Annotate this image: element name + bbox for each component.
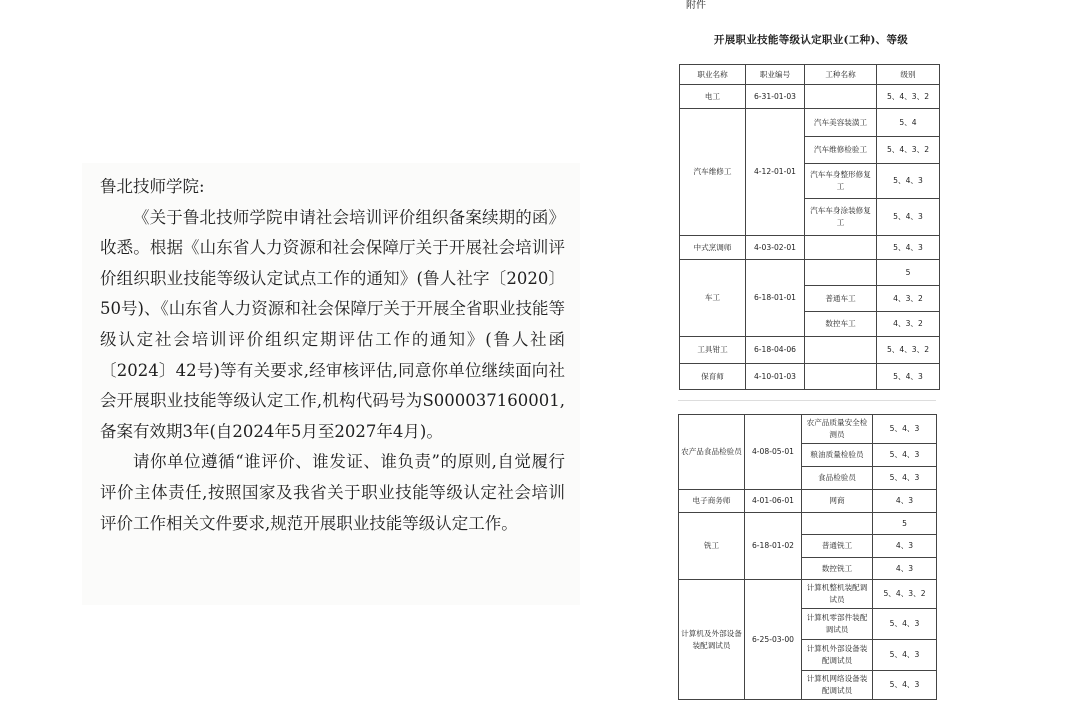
occupation-name-cell: 车工 [680, 260, 746, 337]
occupation-table-body-page1 [680, 85, 940, 390]
level-cell: 5、4、3、2 [877, 137, 940, 164]
table-row [680, 337, 940, 364]
table-row [679, 415, 937, 444]
attachment-title: 开展职业技能等级认定职业(工种)、等级 [713, 34, 909, 46]
letter-paragraph-2: 请你单位遵循“谁评价、谁发证、谁负责”的原则,自觉履行评价主体责任,按照国家及我省关于职业技能等级认定社会培训评价工作相关文件要求,规范开展职业技能等级认定工作。 [100, 452, 565, 533]
table-row [679, 513, 937, 535]
level-cell: 5、4、3 [877, 236, 940, 260]
header-work-type: 工种名称 [805, 65, 877, 85]
occupation-name-cell: 电子商务师 [679, 490, 745, 513]
level-cell: 4、3、2 [877, 286, 940, 312]
level-cell: 5、4、3 [877, 164, 940, 199]
level-cell: 5、4、3 [873, 444, 937, 467]
work-type-cell: 汽车车身整形修复工 [805, 164, 877, 199]
letter-body [100, 172, 565, 539]
occupation-code-cell: 6-25-03-00 [745, 580, 802, 700]
level-cell: 5、4、3 [873, 671, 937, 700]
table-row [680, 364, 940, 390]
header-occupation-code: 职业编号 [746, 65, 805, 85]
level-cell: 5、4、3、2 [877, 85, 940, 109]
level-cell: 5、4、3 [873, 467, 937, 490]
table-row [679, 490, 937, 513]
occupation-table-page2 [678, 414, 937, 700]
work-type-cell: 网商 [802, 490, 873, 513]
occupation-code-cell: 6-18-01-01 [746, 260, 805, 337]
occupation-code-cell: 6-18-01-02 [745, 513, 802, 580]
occupation-name-cell: 工具钳工 [680, 337, 746, 364]
header-level: 级别 [877, 65, 940, 85]
level-cell: 5、4、3 [877, 364, 940, 390]
occupation-name-cell: 保育师 [680, 364, 746, 390]
occupation-name-cell: 计算机及外部设备装配调试员 [679, 580, 745, 700]
work-type-cell: 食品检验员 [802, 467, 873, 490]
work-type-cell: 计算机整机装配调试员 [802, 580, 873, 609]
occupation-code-cell: 6-18-04-06 [746, 337, 805, 364]
occupation-name-cell: 中式烹调师 [680, 236, 746, 260]
table-row [680, 109, 940, 137]
letter-salutation: 鲁北技师学院: [100, 177, 205, 196]
occupation-code-cell: 4-08-05-01 [745, 415, 802, 490]
occupation-name-cell: 农产品食品检验员 [679, 415, 745, 490]
occupation-name-cell: 铣工 [679, 513, 745, 580]
occupation-code-cell: 4-03-02-01 [746, 236, 805, 260]
table-row [679, 580, 937, 609]
level-cell: 5、4、3 [873, 609, 937, 640]
table-row [680, 260, 940, 286]
letter-paragraph-1: 《关于鲁北技师学院申请社会培训评价组织备案续期的函》收悉。根据《山东省人力资源和社会保障厅关于开展社会培训评价组织职业技能等级认定试点工作的通知》(鲁人社字〔2020〕50号)、《山东省人力资源和社会保障厅关于开展全省职业技能等级认定社会培训评价组织定期评估工作的通知》(鲁人社函〔2024〕42号)等有关要求,经审核评估,同意你单位继续面向社会开展职业技能等级认定工作,机构代码号为S000037160001,备案有效期3年(自2024年5月至2027年4月)。 [100, 207, 565, 441]
attachment-label: 附件 [686, 0, 706, 11]
work-type-cell [802, 513, 873, 535]
work-type-cell: 汽车美容装潢工 [805, 109, 877, 137]
occupation-name-cell: 电工 [680, 85, 746, 109]
work-type-cell: 数控铣工 [802, 558, 873, 580]
table-row [680, 85, 940, 109]
level-cell: 5、4、3、2 [877, 337, 940, 364]
occupation-table-body-page2 [679, 415, 937, 700]
work-type-cell [805, 236, 877, 260]
level-cell: 4、3 [873, 535, 937, 558]
work-type-cell [805, 85, 877, 109]
work-type-cell [805, 364, 877, 390]
work-type-cell: 计算机网络设备装配调试员 [802, 671, 873, 700]
occupation-code-cell: 4-01-06-01 [745, 490, 802, 513]
occupation-code-cell: 6-31-01-03 [746, 85, 805, 109]
level-cell: 5 [877, 260, 940, 286]
occupation-code-cell: 4-12-01-01 [746, 109, 805, 236]
level-cell: 4、3 [873, 490, 937, 513]
occupation-table-page1 [679, 64, 940, 390]
level-cell: 4、3、2 [877, 312, 940, 337]
work-type-cell: 普通车工 [805, 286, 877, 312]
occupation-code-cell: 4-10-01-03 [746, 364, 805, 390]
work-type-cell: 计算机零部件装配调试员 [802, 609, 873, 640]
level-cell: 5 [873, 513, 937, 535]
work-type-cell: 普通铣工 [802, 535, 873, 558]
work-type-cell: 汽车车身涂装修复工 [805, 199, 877, 236]
work-type-cell: 农产品质量安全检测员 [802, 415, 873, 444]
header-occupation-name: 职业名称 [680, 65, 746, 85]
occupation-name-cell: 汽车维修工 [680, 109, 746, 236]
level-cell: 5、4、3 [873, 415, 937, 444]
work-type-cell: 汽车维修检验工 [805, 137, 877, 164]
level-cell: 5、4、3 [873, 640, 937, 671]
level-cell: 5、4、3 [877, 199, 940, 236]
page-divider [678, 400, 936, 401]
work-type-cell: 数控车工 [805, 312, 877, 337]
level-cell: 4、3 [873, 558, 937, 580]
level-cell: 5、4、3、2 [873, 580, 937, 609]
work-type-cell: 计算机外部设备装配调试员 [802, 640, 873, 671]
work-type-cell: 粮油质量检验员 [802, 444, 873, 467]
level-cell: 5、4 [877, 109, 940, 137]
table-row [680, 236, 940, 260]
work-type-cell [805, 260, 877, 286]
work-type-cell [805, 337, 877, 364]
